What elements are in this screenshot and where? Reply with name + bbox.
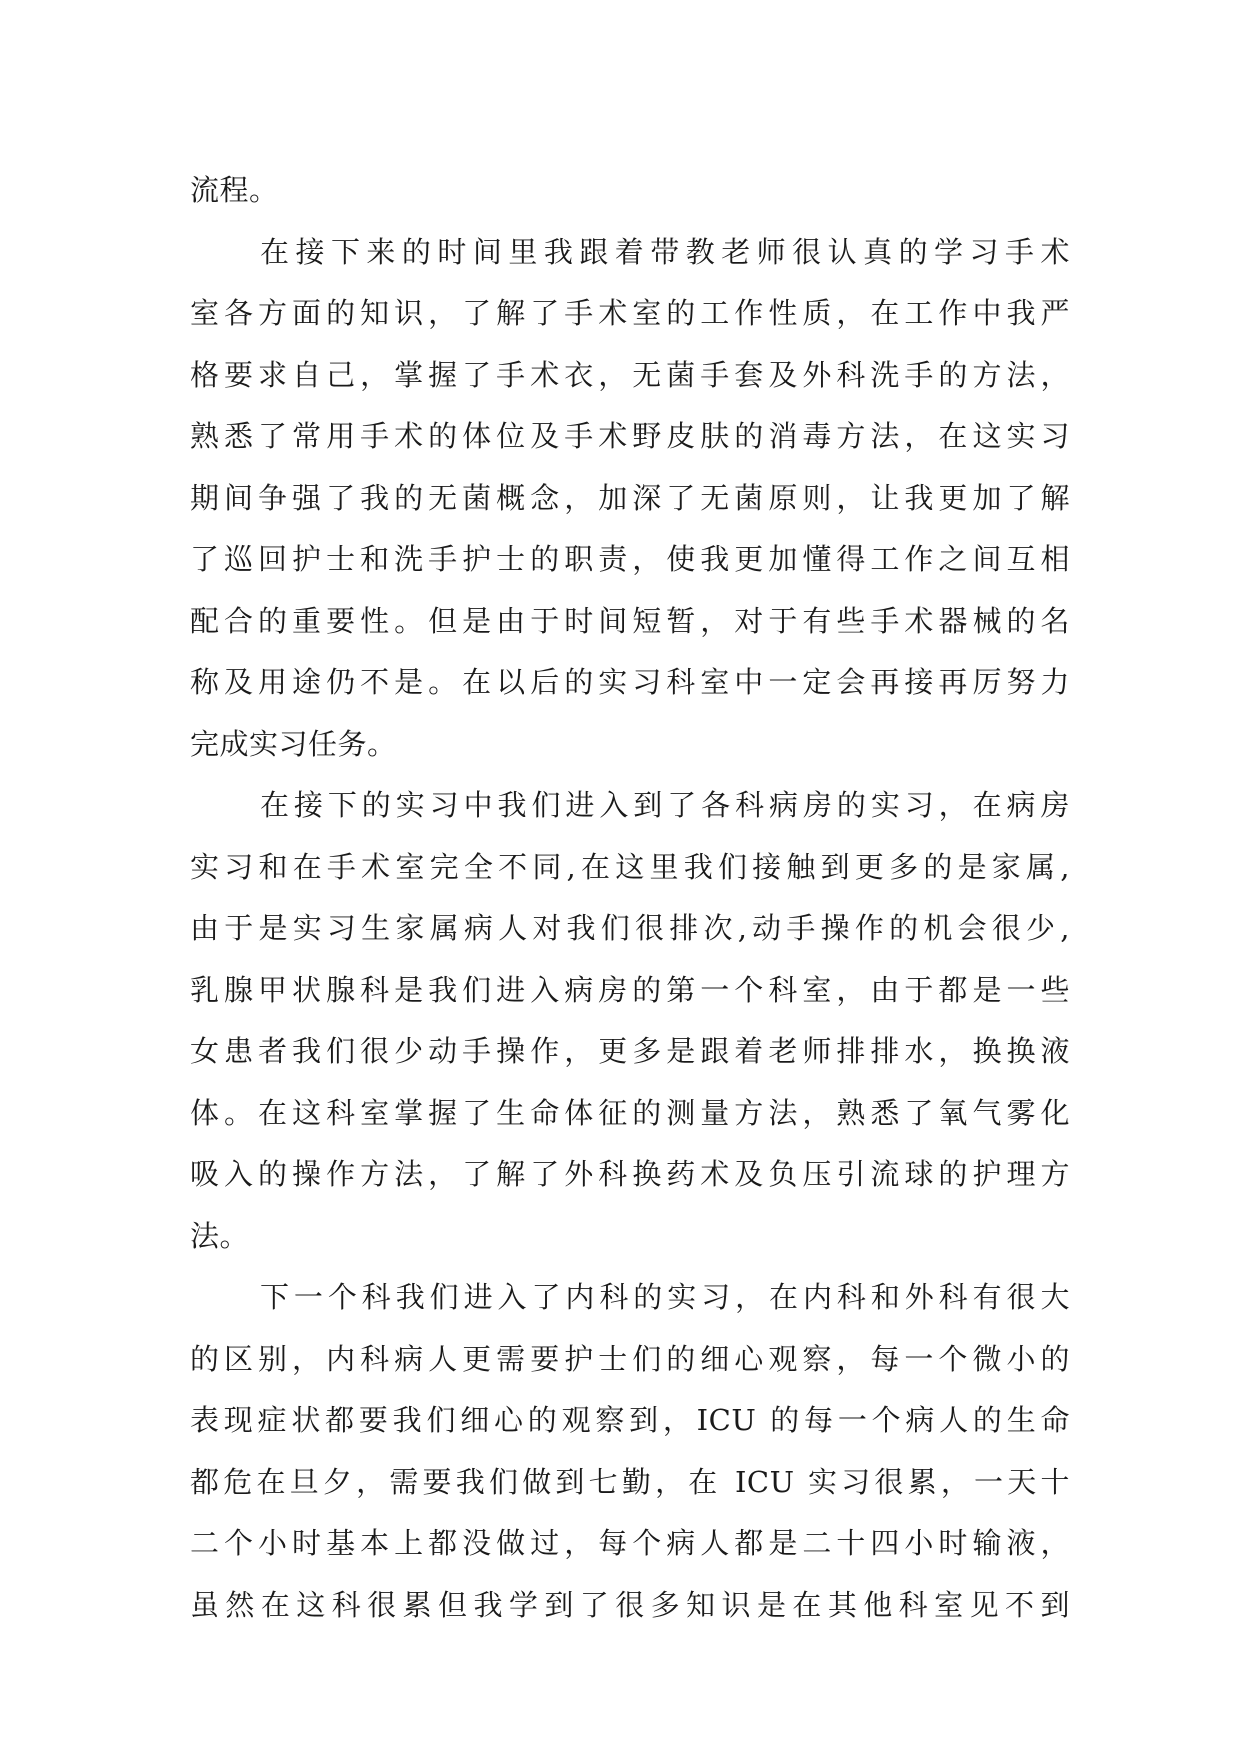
text-line: 乳腺甲状腺科是我们进入病房的第一个科室，由于都是一些 xyxy=(190,972,1070,1007)
body-text xyxy=(190,160,1070,1636)
text-line: 了巡回护士和洗手护士的职责，使我更加懂得工作之间互相 xyxy=(190,542,1070,576)
text-line: 完成实习任务。 xyxy=(190,726,397,761)
text-line: 下一个科我们进入了内科的实习，在内科和外科有很大 xyxy=(260,1280,1070,1314)
text-line: 都危在旦夕，需要我们做到七勤，在 ICU 实习很累，一天十 xyxy=(190,1464,1070,1499)
text-line: 吸入的操作方法，了解了外科换药术及负压引流球的护理方 xyxy=(190,1157,1070,1191)
text-line: 虽然在这科很累但我学到了很多知识是在其他科室见不到 xyxy=(190,1587,1070,1622)
text-line: 实习和在手术室完全不同,在这里我们接触到更多的是家属, xyxy=(190,849,1070,884)
text-line: 法。 xyxy=(190,1218,250,1253)
text-line: 称及用途仍不是。在以后的实习科室中一定会再接再厉努力 xyxy=(190,665,1070,699)
text-line: 由于是实习生家属病人对我们很排次,动手操作的机会很少, xyxy=(190,911,1070,945)
text-line: 二个小时基本上都没做过，每个病人都是二十四小时输液， xyxy=(190,1526,1070,1560)
text-line: 室各方面的知识，了解了手术室的工作性质，在工作中我严 xyxy=(190,296,1070,330)
text-line: 流程。 xyxy=(190,173,279,207)
text-line: 在接下来的时间里我跟着带教老师很认真的学习手术 xyxy=(260,234,1070,269)
text-line: 格要求自己，掌握了手术衣，无菌手套及外科洗手的方法， xyxy=(190,357,1070,392)
text-line: 在接下的实习中我们进入到了各科病房的实习，在病房 xyxy=(260,788,1070,822)
text-line: 熟悉了常用手术的体位及手术野皮肤的消毒方法，在这实习 xyxy=(190,419,1070,453)
text-line: 配合的重要性。但是由于时间短暂，对于有些手术器械的名 xyxy=(190,603,1070,638)
text-line: 期间争强了我的无菌概念，加深了无菌原则，让我更加了解 xyxy=(190,480,1070,515)
text-line: 表现症状都要我们细心的观察到，ICU 的每一个病人的生命 xyxy=(190,1403,1070,1437)
text-line: 体。在这科室掌握了生命体征的测量方法，熟悉了氧气雾化 xyxy=(190,1095,1070,1130)
text-line: 的区别，内科病人更需要护士们的细心观察，每一个微小的 xyxy=(190,1341,1070,1376)
text-line: 女患者我们很少动手操作，更多是跟着老师排排水，换换液 xyxy=(190,1034,1070,1068)
